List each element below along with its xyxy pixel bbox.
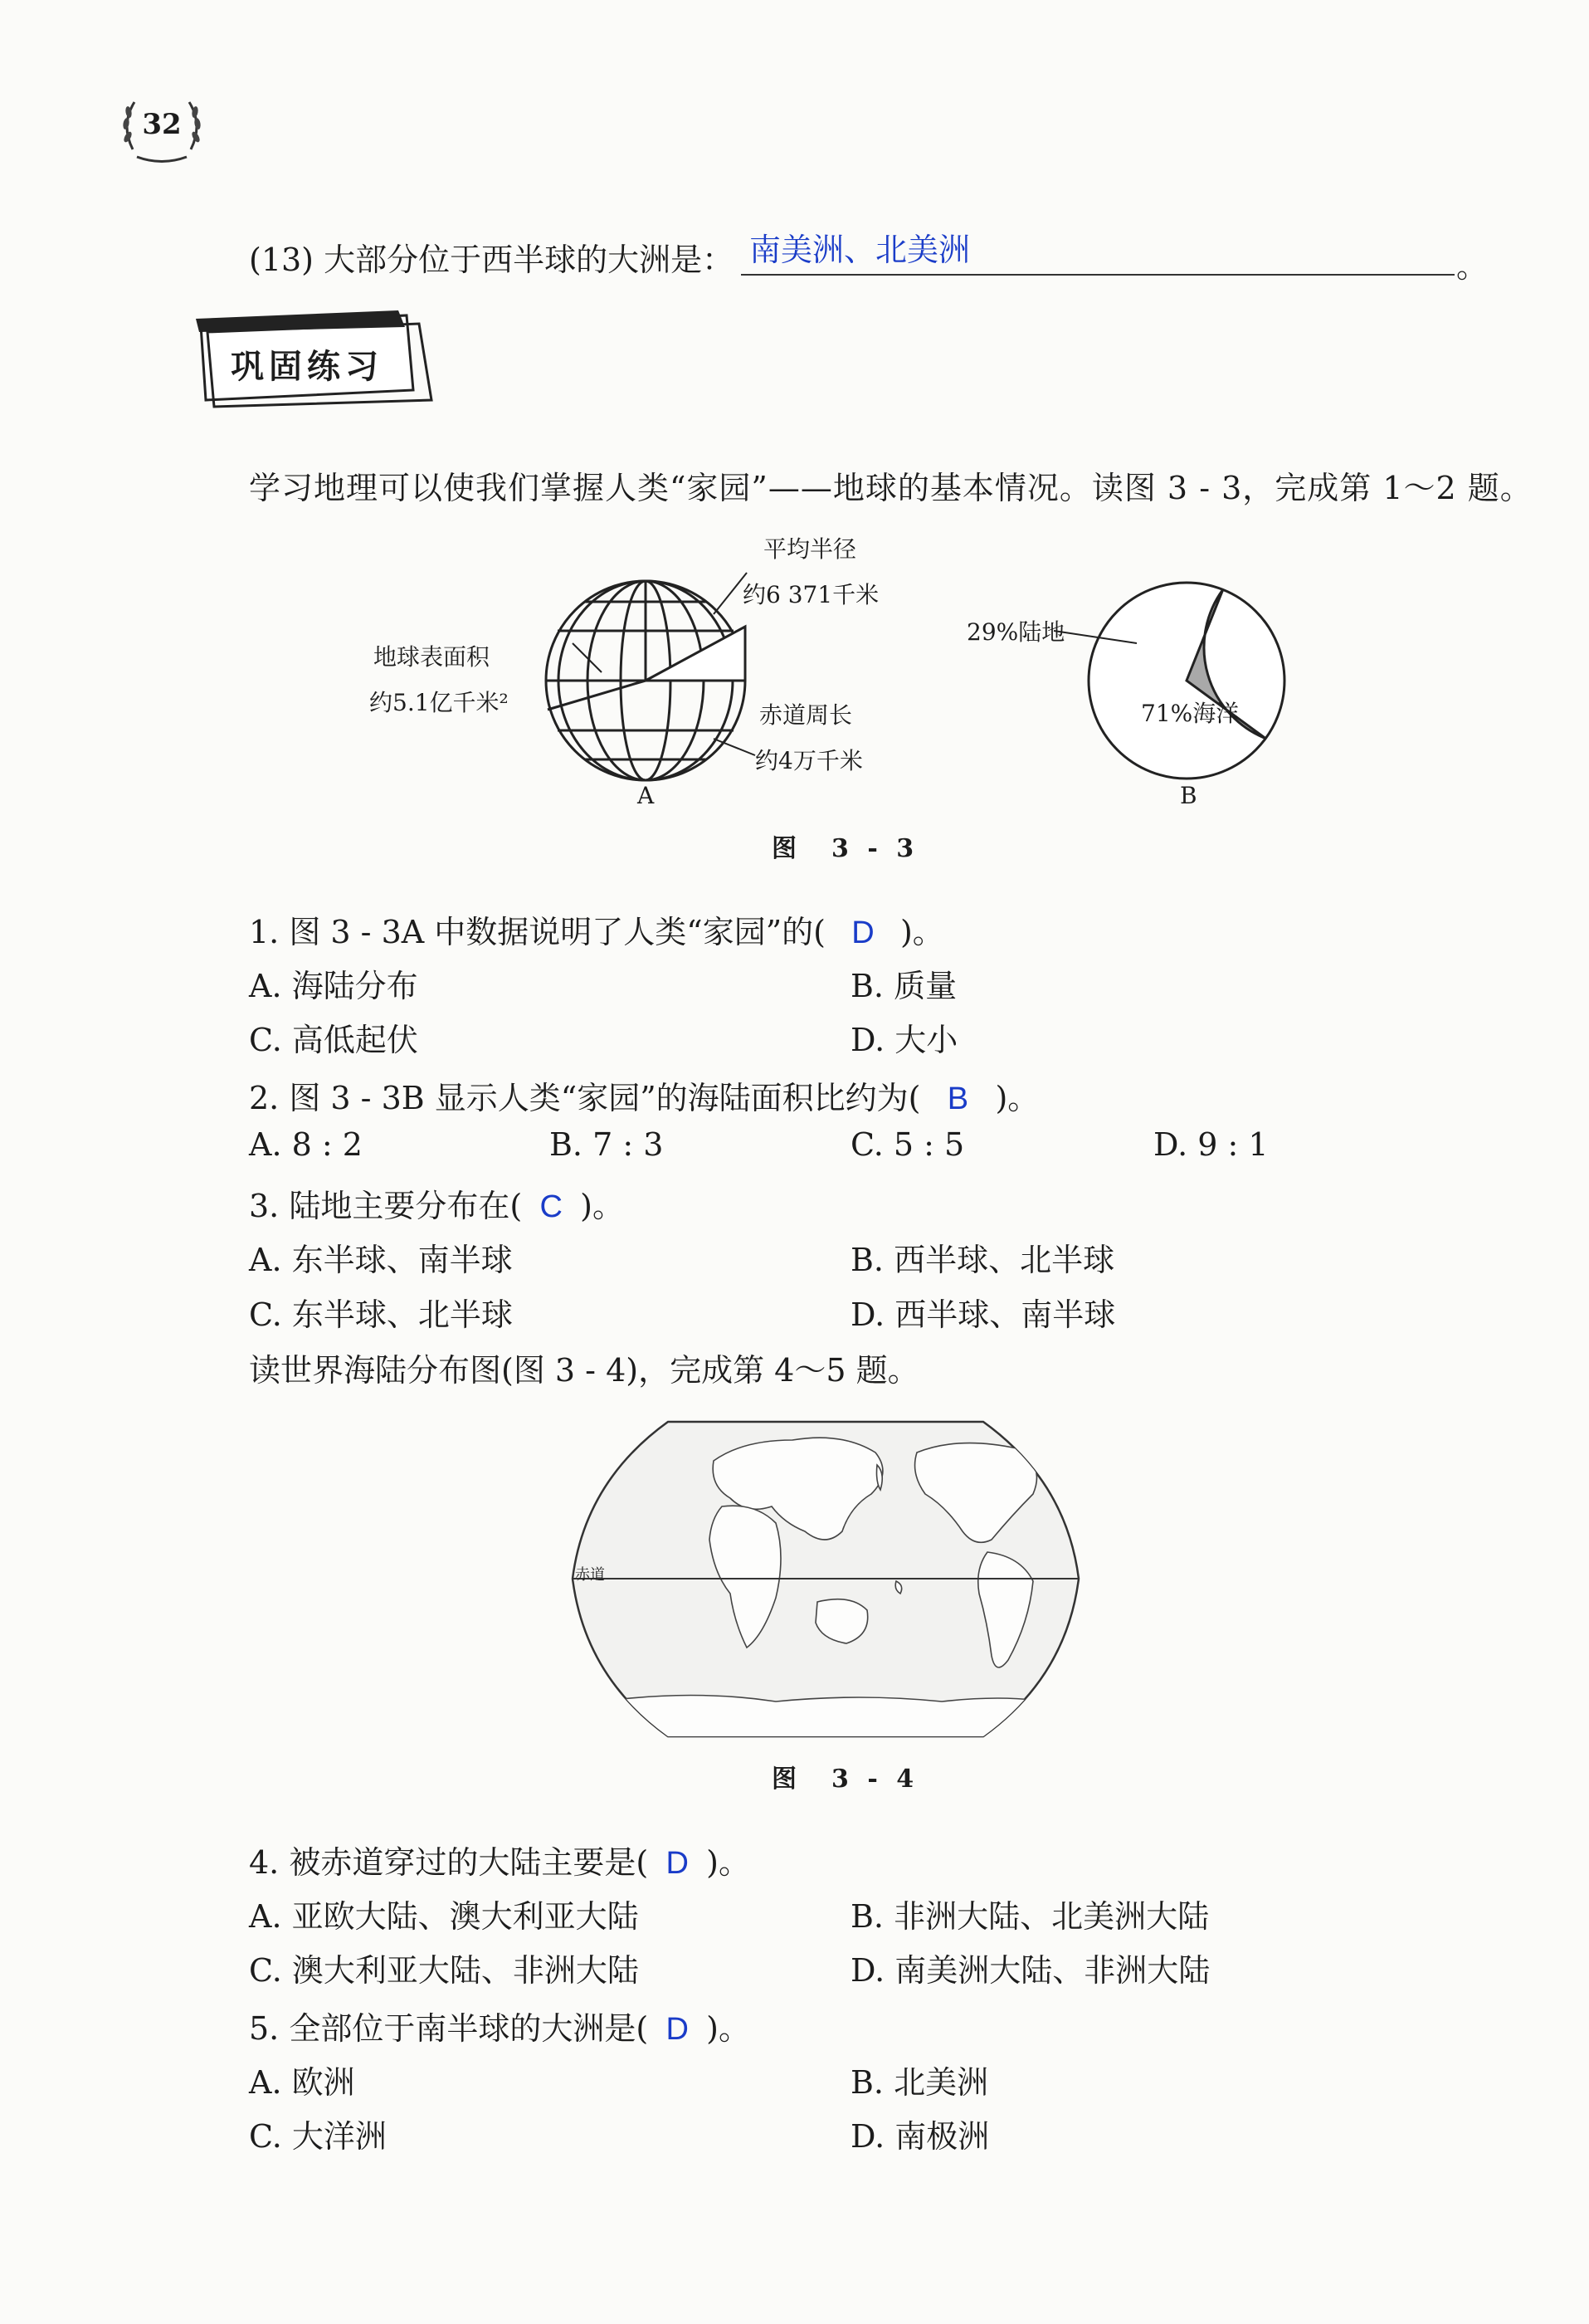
q4-option-a: A. 亚欧大陆、澳大利亚大陆 xyxy=(249,1898,639,1935)
q5-answer: D xyxy=(665,2012,689,2047)
q3-option-c: C. 东半球、北半球 xyxy=(249,1296,513,1333)
q13-answer: 南美洲、北美洲 xyxy=(749,233,971,268)
q2-option-d: D. 9 : 1 xyxy=(1153,1126,1269,1163)
globe-radius-value: 约6 371千米 xyxy=(743,581,880,608)
q2-option-a: A. 8 : 2 xyxy=(249,1126,363,1163)
globe-area-label: 地球表面积 xyxy=(373,643,490,671)
q3-stem-before: 3. 陆地主要分布在( xyxy=(249,1188,523,1224)
q2-option-b: B. 7 : 3 xyxy=(549,1126,664,1163)
q5-option-c: C. 大洋洲 xyxy=(249,2118,387,2155)
q1-option-d: D. 大小 xyxy=(851,1022,958,1058)
q1-stem-before: 1. 图 3 - 3A 中数据说明了人类“家园”的( xyxy=(249,914,826,950)
intro-2: 读世界海陆分布图(图 3 - 4)，完成第 4～5 题。 xyxy=(249,1352,919,1389)
q3-answer: C xyxy=(539,1189,563,1224)
q2-stem-after: )。 xyxy=(995,1080,1040,1116)
globe-equator-label: 赤道周长 xyxy=(759,701,853,729)
q1-stem xyxy=(249,906,944,952)
pie-land-label: 29%陆地 xyxy=(967,618,1065,646)
q3-option-d: D. 西半球、南半球 xyxy=(851,1296,1116,1333)
figure-3-4-caption: 图 3 - 4 xyxy=(772,1765,919,1794)
q5-option-d: D. 南极洲 xyxy=(851,2118,990,2155)
q5-option-b: B. 北美洲 xyxy=(851,2064,989,2101)
map-equator-label: 赤道 xyxy=(575,1566,605,1584)
figure-b-letter: B xyxy=(1180,782,1197,809)
figure-3-3a xyxy=(349,523,946,813)
q5-stem-before: 5. 全部位于南半球的大洲是( xyxy=(249,2010,649,2047)
q4-stem xyxy=(249,1837,750,1882)
q4-option-d: D. 南美洲大陆、非洲大陆 xyxy=(851,1952,1211,1989)
page-number: 32 xyxy=(142,108,182,141)
q13-answer-line xyxy=(741,274,1455,276)
intro-1: 学习地理可以使我们掌握人类“家园”——地球的基本情况。读图 3 - 3，完成第 1～2 题。 xyxy=(249,470,1533,506)
q4-stem-before: 4. 被赤道穿过的大陆主要是( xyxy=(249,1844,649,1881)
q1-option-c: C. 高低起伏 xyxy=(249,1022,418,1058)
land-ocean-pie xyxy=(954,564,1286,813)
q5-option-a: A. 欧洲 xyxy=(249,2064,355,2101)
q1-stem-after: )。 xyxy=(899,914,944,950)
q2-answer: B xyxy=(947,1081,969,1116)
q3-stem-after: )。 xyxy=(580,1188,624,1224)
q1-option-b: B. 质量 xyxy=(851,968,958,1004)
q2-stem-before: 2. 图 3 - 3B 显示人类“家园”的海陆面积比约为( xyxy=(249,1080,921,1116)
section-title: 巩固练习 xyxy=(231,348,383,386)
q1-option-a: A. 海陆分布 xyxy=(249,968,418,1004)
q2-option-c: C. 5 : 5 xyxy=(851,1126,965,1163)
q4-stem-after: )。 xyxy=(706,1844,750,1881)
world-map xyxy=(568,1415,1083,1743)
q5-stem-after: )。 xyxy=(706,2010,750,2047)
pie-ocean-label: 71%海洋 xyxy=(1141,700,1240,727)
globe-area-value: 约5.1亿千米² xyxy=(369,689,509,716)
q3-stem xyxy=(249,1180,624,1226)
q4-answer: D xyxy=(665,1846,689,1881)
figure-3-3-caption: 图 3 - 3 xyxy=(772,834,919,863)
globe-radius-label: 平均半径 xyxy=(763,535,857,563)
q3-option-b: B. 西半球、北半球 xyxy=(851,1242,1115,1278)
q1-answer: D xyxy=(851,915,875,950)
figure-a-letter: A xyxy=(637,782,655,809)
q3-option-a: A. 东半球、南半球 xyxy=(249,1242,513,1278)
figure-3-3b xyxy=(954,564,1286,813)
globe-equator-value: 约4万千米 xyxy=(755,747,863,774)
q13-suffix: 。 xyxy=(1456,248,1489,285)
q13-prefix: (13) 大部分位于西半球的大洲是： xyxy=(249,242,734,278)
q4-option-c: C. 澳大利亚大陆、非洲大陆 xyxy=(249,1952,639,1989)
section-header xyxy=(199,314,436,412)
q5-stem xyxy=(249,2003,750,2048)
world-map-figure xyxy=(568,1415,1083,1743)
q4-option-b: B. 非洲大陆、北美洲大陆 xyxy=(851,1898,1210,1935)
q2-stem xyxy=(249,1072,1039,1118)
